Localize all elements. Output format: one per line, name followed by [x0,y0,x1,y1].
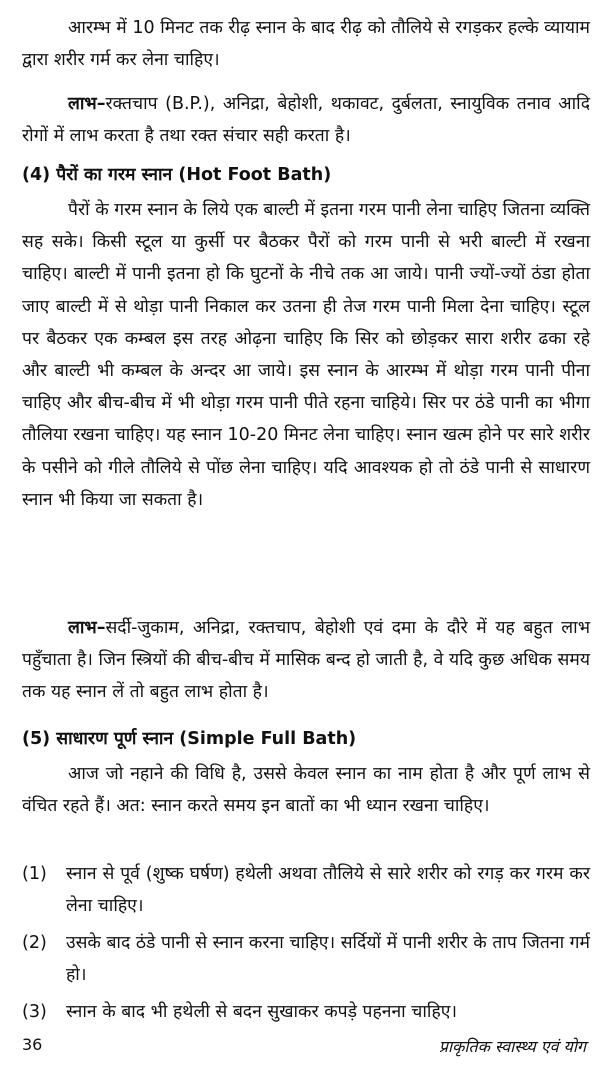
benefit-label: लाभ– [68,94,106,114]
section-4-benefit [22,612,590,709]
list-item-number: (3) [22,1001,47,1022]
section-5-body [22,758,590,822]
section-4-text: पैरों के गरम स्नान के लिये एक बाल्टी में इतना गरम पानी लेना चाहिए जितना व्यक्ति सह सके। किसी स्टूल या कुर्सी पर बैठकर पैरों को गरम पानी से भरी बाल्टी में रखना चाहिए। बाल्टी में पानी इतना हो कि घुटनों के नीचे तक आ जाये। पानी ज्यों-ज्यों ठंडा होता जाए बाल्टी में से थोड़ा पानी निकाल कर उतना ही तेज गरम पानी मिला देना चाहिए। स्टूल पर बैठकर एक कम्बल इस तरह ओढ़ना चाहिए कि सिर को छोड़कर सारा शरीर ढका रहे और बाल्टी भी कम्बल के अन्दर आ जाये। इस स्नान के आरम्भ में थोड़ा गरम पानी पीना चाहिए और बीच-बीच में भी थोड़ा गरम पानी पीते रहना चाहिये। सिर पर ठंडे पानी का भीगा तौलिया रखना चाहिए। यह स्नान 10-20 मिनट लेना चाहिए। स्नान खत्म होने पर सारे शरीर के पसीने को गीले तौलिये से पोंछ लेना चाहिए। यदि आवश्यक हो तो ठंडे पानी से साधारण स्नान भी किया जा सकता है। [22,200,590,510]
section-5-text: आज जो नहाने की विधि है, उससे केवल स्नान का नाम होता है और पूर्ण लाभ से वंचित रहते हैं। अत: स्नान करते समय इन बातों का भी ध्यान रखना चाहिए। [22,764,590,817]
benefit-text: रक्तचाप (B.P.), अनिद्रा, बेहोशी, थकावट, दुर्बलता, स्नायुविक तनाव आदि रोगों में लाभ करता है तथा रक्त संचार सही करता है। [22,94,590,147]
list-item-text: स्नान के बाद भी हथेली से बदन सुखाकर कपड़े पहनना चाहिए। [66,1001,458,1022]
list-item-number: (2) [22,932,47,953]
intro-benefit [22,88,590,152]
benefit-label: लाभ– [68,618,106,638]
list-item-number: (1) [22,864,47,884]
section-5-heading: (5) साधारण पूर्ण स्नान (Simple Full Bath) [22,729,357,749]
list-item [22,996,590,1028]
list-item [22,927,590,992]
list-item-text: स्नान से पूर्व (शुष्क घर्षण) हथेली अथवा तौलिये से सारे शरीर को रगड़ कर गरम कर लेना चाहिए। [66,864,590,917]
list-item-text: उसके बाद ठंडे पानी से स्नान करना चाहिए। सर्दियों में पानी शरीर के ताप जितना गर्म हो। [66,932,590,986]
tips-list [22,858,590,1028]
page-footer [22,1035,586,1057]
benefit-text: सर्दी-जुकाम, अनिद्रा, रक्तचाप, बेहोशी एवं दमा के दौरे में यह बहुत लाभ पहुँचाता है। जिन स्त्रियों की बीच-बीच में मासिक बन्द हो जाती है, वे यदि कुछ अधिक समय तक यह स्नान लें तो बहुत लाभ होता है। [22,618,590,703]
section-4-body [22,194,590,516]
intro-paragraph [22,12,590,76]
section-4-heading: (4) पैरों का गरम स्नान (Hot Foot Bath) [22,165,332,185]
intro-text: आरम्भ में 10 मिनट तक रीढ़ स्नान के बाद रीढ़ को तौलिये से रगड़कर हल्के व्यायाम द्वारा शरीर गर्म कर लेना चाहिए। [22,18,590,71]
page-number: 36 [22,1035,43,1054]
list-item [22,858,590,923]
book-title: प्राकृतिक स्वास्थ्य एवं योग [438,1037,586,1056]
